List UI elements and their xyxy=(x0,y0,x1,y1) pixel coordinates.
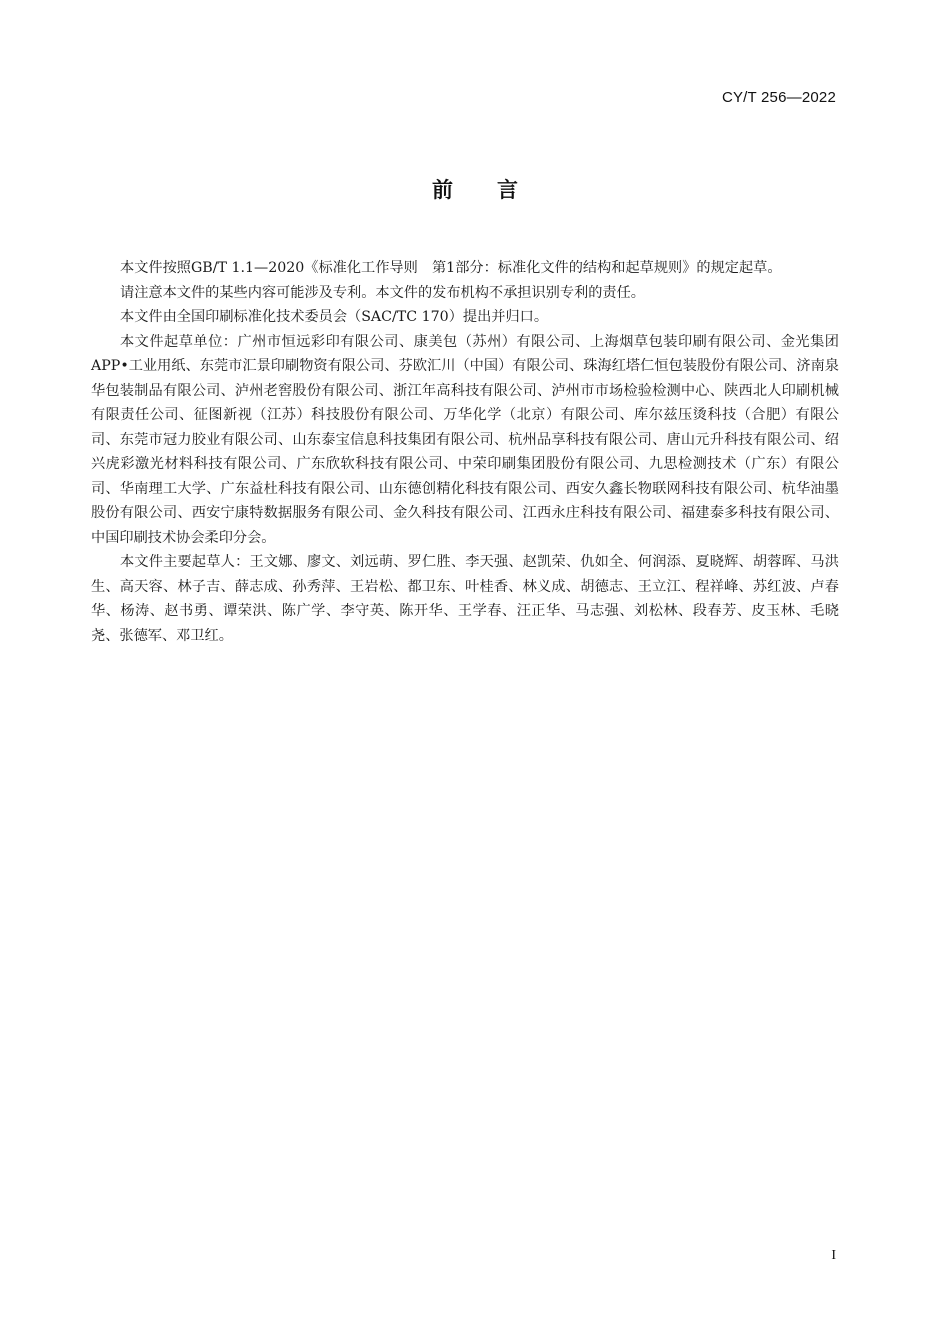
paragraph-drafting-rules: 本文件按照GB/T 1.1—2020《标准化工作导则 第1部分：标准化文件的结构和起草规则》的规定起草。 xyxy=(120,260,782,276)
foreword-body xyxy=(91,256,839,648)
page-number: I xyxy=(831,1248,836,1263)
paragraph-drafters: 本文件主要起草人：王文娜、廖文、刘远萌、罗仁胜、李天强、赵凯荣、仇如全、何润添、夏晓辉、胡蓉晖、马洪生、高天容、林子吉、薛志成、孙秀萍、王岩松、都卫东、叶桂香、林义成、胡德志、王立江、程祥峰、苏红波、卢春华、杨涛、赵书勇、谭荣洪、陈广学、李守英、陈开华、王学春、汪正华、马志强、刘松林、段春芳、皮玉林、毛晓尧、张德军、邓卫红。 xyxy=(91,554,839,644)
standard-code: CY/T 256—2022 xyxy=(721,89,836,106)
title-char-2: 言 xyxy=(497,178,518,202)
paragraph-drafting-units: 本文件起草单位：广州市恒远彩印有限公司、康美包（苏州）有限公司、上海烟草包装印刷有限公司、金光集团APP•工业用纸、东莞市汇景印刷物资有限公司、芬欧汇川（中国）有限公司、珠海红塔仁恒包装股份有限公司、济南泉华包装制品有限公司、泸州老窖股份有限公司、浙江年高科技有限公司、泸州市市场检验检测中心、陕西北人印刷机械有限责任公司、征图新视（江苏）科技股份有限公司、万华化学（北京）有限公司、库尔兹压烫科技（合肥）有限公司、东莞市冠力胶业有限公司、山东泰宝信息科技集团有限公司、杭州品享科技有限公司、唐山元升科技有限公司、绍兴虎彩激光材料科技有限公司、广东欣软科技有限公司、中荣印刷集团股份有限公司、九思检测技术（广东）有限公司、华南理工大学、广东益杜科技有限公司、山东德创精化科技有限公司、西安久鑫长物联网科技有限公司、杭华油墨股份有限公司、西安宁康特数据服务有限公司、金久科技有限公司、江西永庄科技有限公司、福建泰多科技有限公司、中国印刷技术协会柔印分会。 xyxy=(91,333,839,546)
title-char-1: 前 xyxy=(432,178,453,202)
paragraph-patent-notice: 请注意本文件的某些内容可能涉及专利。本文件的发布机构不承担识别专利的责任。 xyxy=(120,284,645,301)
paragraph-committee: 本文件由全国印刷标准化技术委员会（SAC/TC 170）提出并归口。 xyxy=(120,309,549,325)
page-title xyxy=(0,174,950,204)
